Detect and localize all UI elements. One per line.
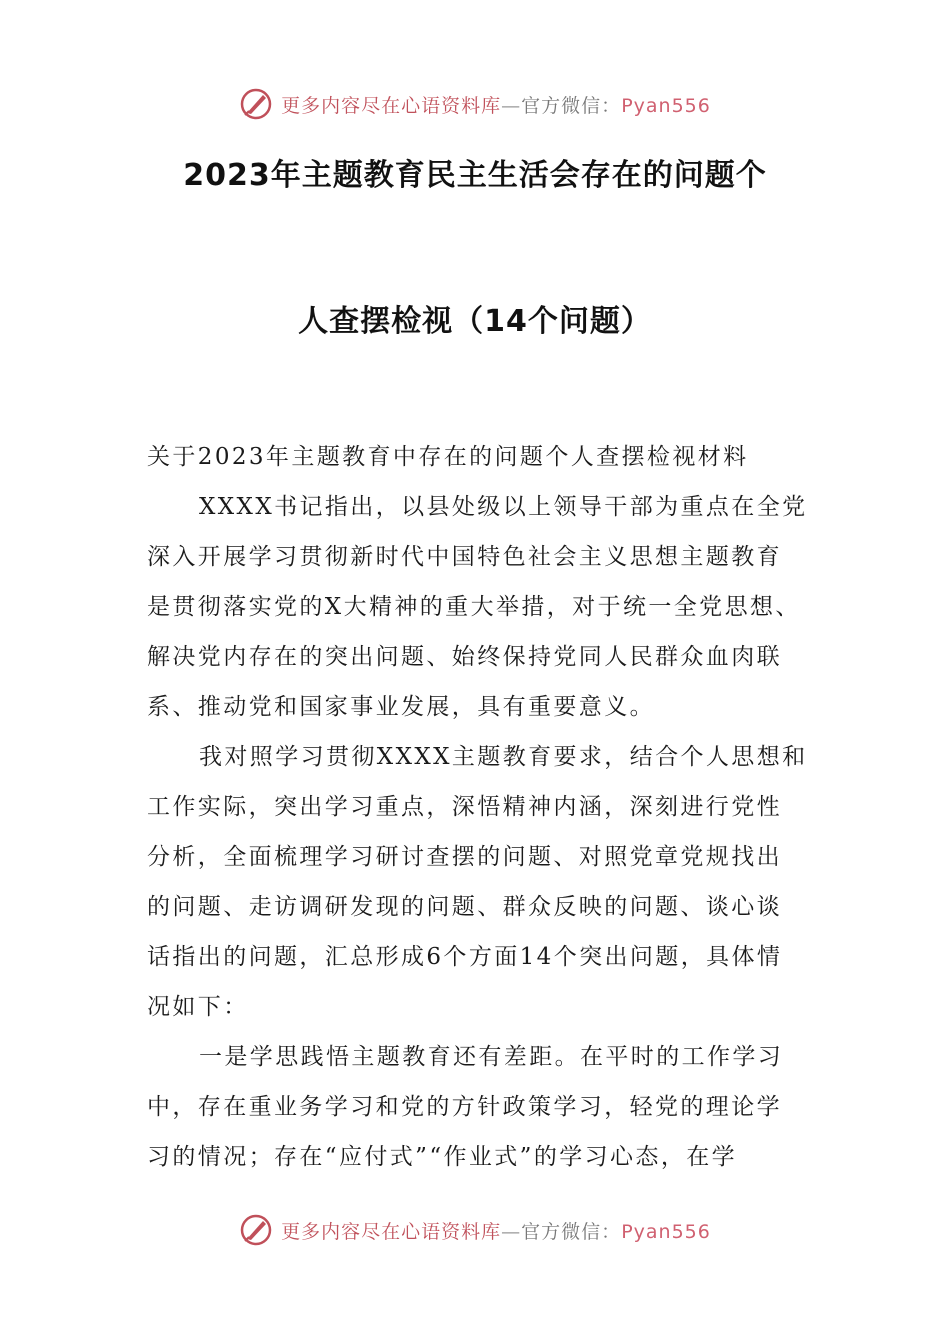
body-line: 中，存在重业务学习和党的方针政策学习，轻党的理论学 bbox=[147, 1094, 782, 1120]
body-line: 解决党内存在的突出问题、始终保持党同人民群众血肉联 bbox=[147, 644, 782, 670]
watermark-account: Pyan556 bbox=[621, 94, 711, 117]
quill-logo-icon bbox=[239, 87, 273, 121]
quill-logo-icon bbox=[239, 1213, 273, 1247]
watermark-dash: — bbox=[501, 1220, 522, 1243]
body-line: 我对照学习贯彻XXXX主题教育要求，结合个人思想和 bbox=[199, 744, 808, 770]
header-watermark bbox=[0, 84, 950, 124]
watermark-wechat-label: 官方微信： bbox=[521, 1220, 622, 1243]
document-title-line-2: 人查摆检视（14个问题） bbox=[298, 304, 652, 339]
body-line: 是贯彻落实党的X大精神的重大举措，对于统一全党思想、 bbox=[147, 594, 801, 620]
body-line: 一是学思践悟主题教育还有差距。在平时的工作学习 bbox=[199, 1044, 784, 1070]
body-line: 深入开展学习贯彻新时代中国特色社会主义思想主题教育 bbox=[147, 544, 782, 570]
body-line: 的问题、走访调研发现的问题、群众反映的问题、谈心谈 bbox=[147, 894, 782, 920]
watermark-label: 更多内容尽在心语资料库 bbox=[281, 94, 502, 117]
body-line: 工作实际，突出学习重点，深悟精神内涵，深刻进行党性 bbox=[147, 794, 782, 820]
watermark-label: 更多内容尽在心语资料库 bbox=[281, 1220, 502, 1243]
watermark-account: Pyan556 bbox=[621, 1220, 711, 1243]
watermark-wechat-label: 官方微信： bbox=[521, 94, 622, 117]
body-line: 分析，全面梳理学习研讨查摆的问题、对照党章党规找出 bbox=[147, 844, 782, 870]
footer-watermark bbox=[0, 1210, 950, 1250]
watermark-dash: — bbox=[501, 94, 522, 117]
body-line: 况如下： bbox=[147, 994, 249, 1020]
watermark-text bbox=[281, 91, 711, 118]
document-body bbox=[147, 432, 807, 1182]
document-title-line-1: 2023年主题教育民主生活会存在的问题个 bbox=[183, 158, 767, 193]
body-line: 话指出的问题，汇总形成6个方面14个突出问题，具体情 bbox=[147, 944, 783, 970]
watermark-text bbox=[281, 1217, 711, 1244]
body-line: 系、推动党和国家事业发展，具有重要意义。 bbox=[147, 694, 655, 720]
body-line: XXXX书记指出，以县处级以上领导干部为重点在全党 bbox=[199, 494, 808, 520]
body-line: 关于2023年主题教育中存在的问题个人查摆检视材料 bbox=[147, 444, 749, 470]
body-line: 习的情况；存在“应付式”“作业式”的学习心态，在学 bbox=[147, 1144, 738, 1170]
